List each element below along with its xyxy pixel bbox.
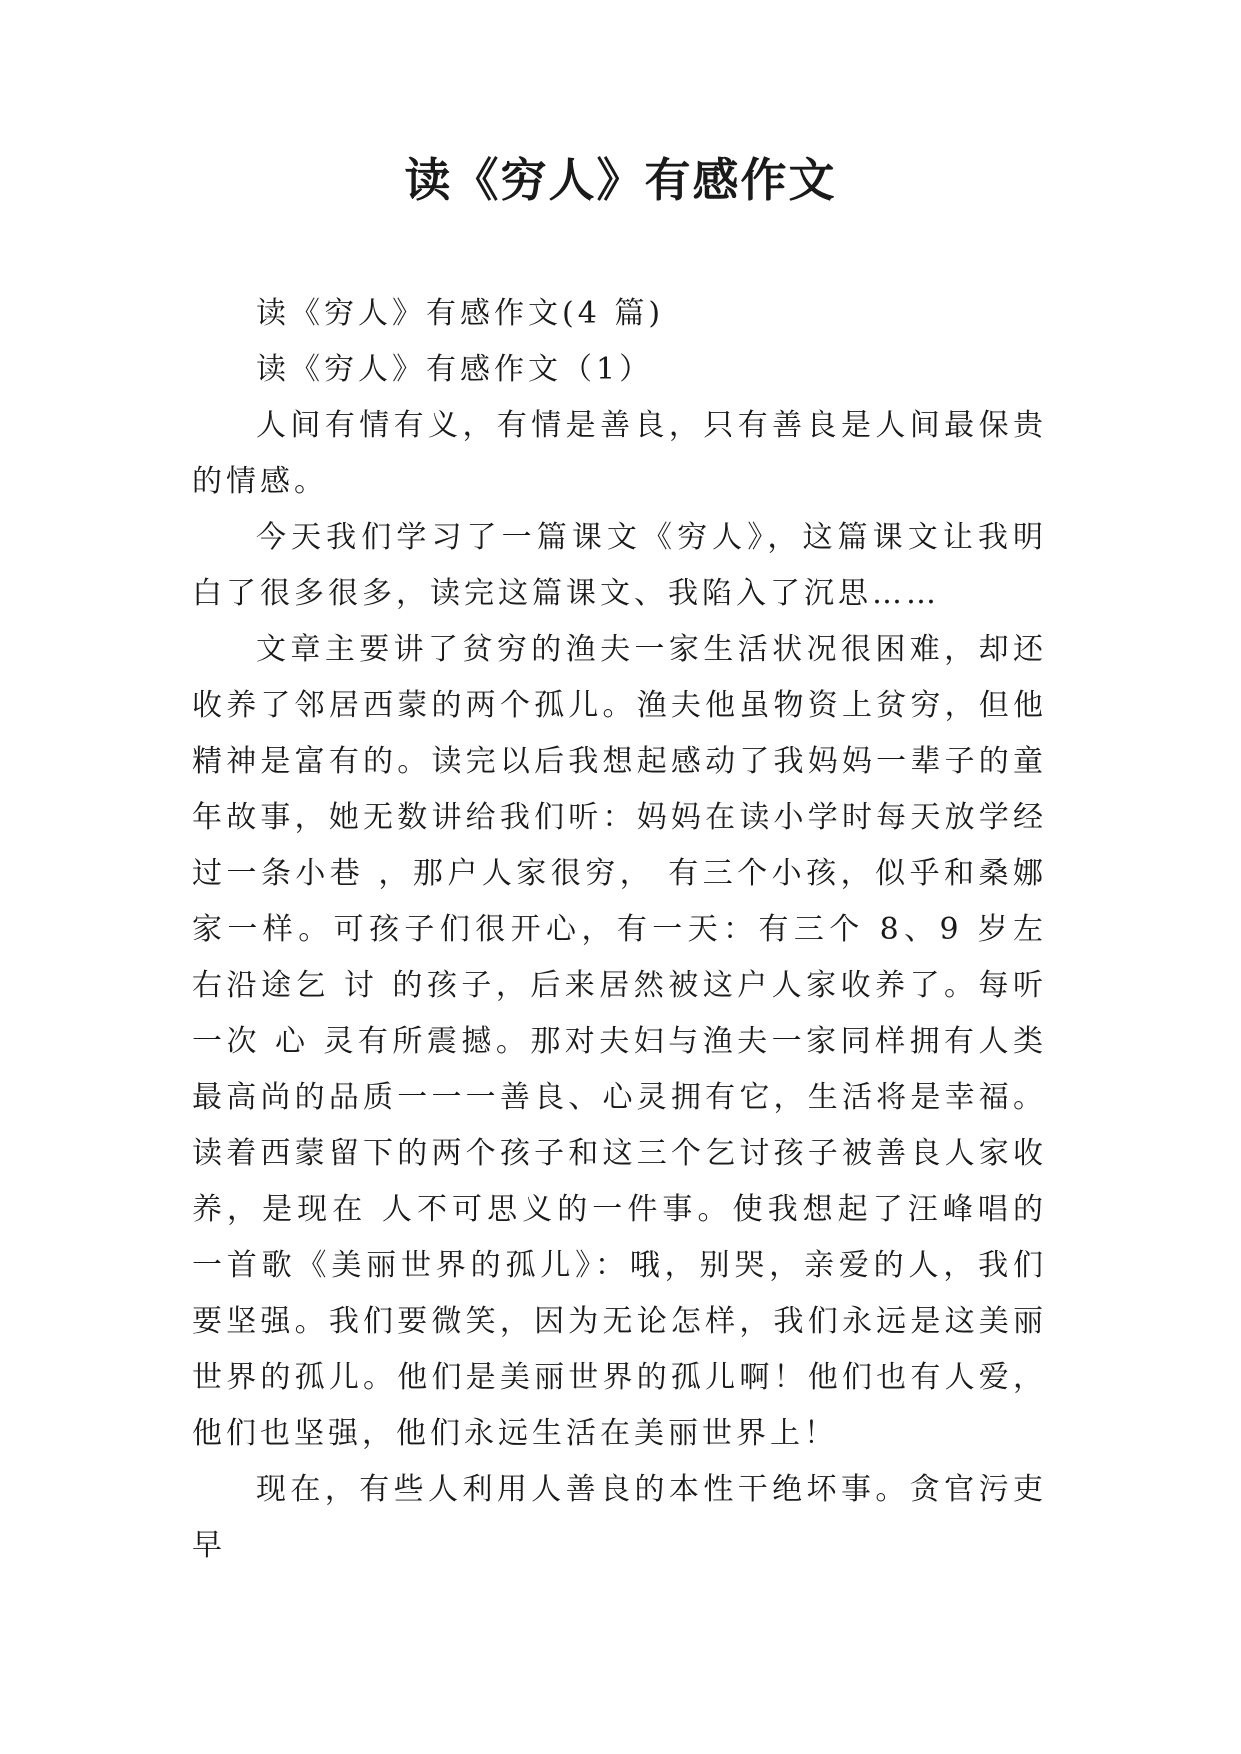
- paragraph: 现在，有些人利用人善良的本性干绝坏事。贪官污吏早: [192, 1472, 1047, 1563]
- paragraph: 文章主要讲了贫穷的渔夫一家生活状况很困难，却还收养了邻居西蒙的两个孤儿。渔夫他虽物资上贫穷，但他精神是富有的。读完以后我想起感动了我妈妈一辈子的童年故事，她无数讲给我们听：妈妈在读小学时每天放学经过一条小巷 ，那户人家很穷， 有三个小孩，似乎和桑娜家一样。可孩子们很开心，有一天：有三个 8、9 岁左右沿途乞 讨 的孩子，后来居然被这户人家收养了。每听一次 心 灵有所震撼。那对夫妇与渔夫一家同样拥有人类最高尚的品质一一一善良、心灵拥有它，生活将是幸福。读着西蒙留下的两个孩子和这三个乞讨孩子被善良人家收养，是现在 人不可思义的一件事。使我想起了汪峰唱的一首歌《美丽世界的孤儿》：哦，别哭，亲爱的人，我们要坚强。我们要微笑，因为无论怎样，我们永远是这美丽世界的孤儿。他们是美丽世界的孤儿啊！他们也有人爱，他们也坚强，他们永远生活在美丽世界上！: [192, 632, 1047, 1451]
- paragraph: 今天我们学习了一篇课文《穷人》，这篇课文让我明白了很多很多，读完这篇课文、我陷入了沉思……: [192, 520, 1047, 611]
- paragraph-essay-heading: 读《穷人》有感作文（1）: [256, 352, 654, 387]
- document-title: 读《穷人》有感作文: [404, 153, 837, 207]
- paragraph: 人间有情有义，有情是善良，只有善良是人间最保贵的情感。: [192, 408, 1047, 499]
- document-body: [192, 286, 1047, 1574]
- paragraph-series-heading: 读《穷人》有感作文(4 篇): [256, 296, 665, 331]
